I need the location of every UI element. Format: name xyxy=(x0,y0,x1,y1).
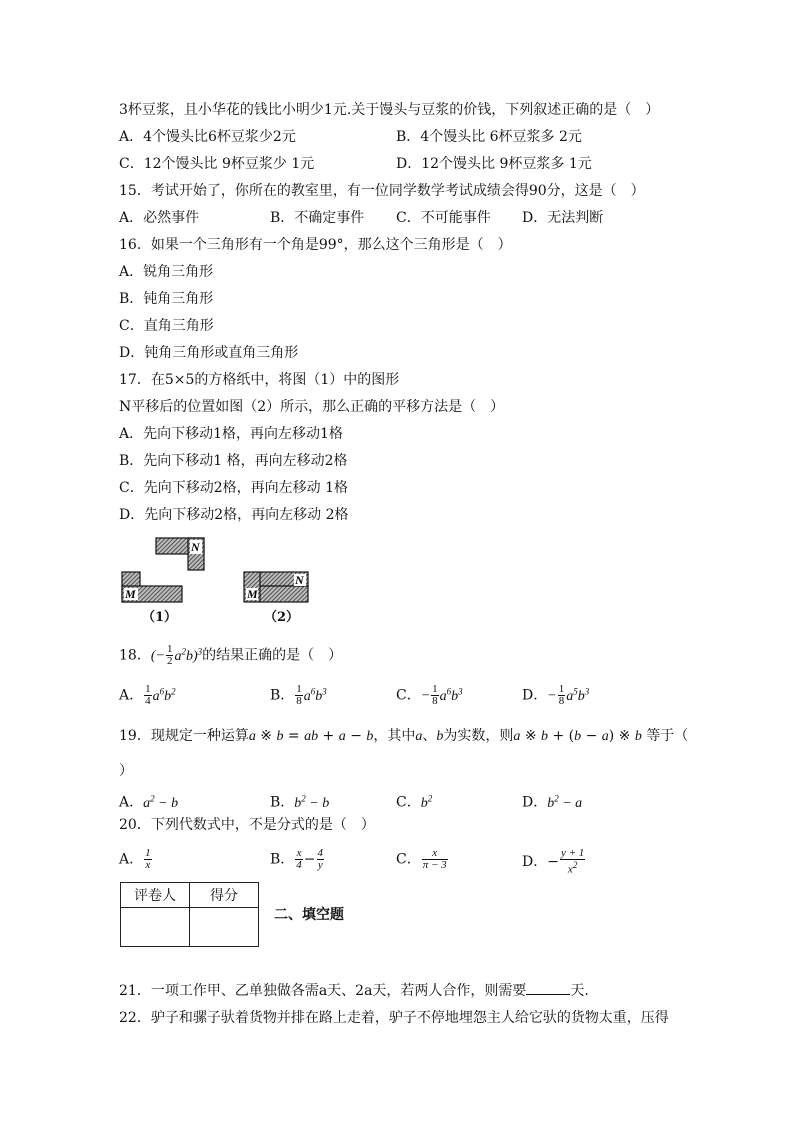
q22-question: 22．驴子和骡子驮着货物并排在路上走着，驴子不停地埋怨主人给它驮的货物太重，压得 xyxy=(119,1010,669,1026)
q17-question-line1: 17．在5×5的方格纸中，将图（1）中的图形 xyxy=(119,372,400,388)
q19-question: 19．现规定一种运算a ※ b = ab + a − b，其中a、b为实数，则a ※ b + (b − a) ※ b 等于（ xyxy=(119,728,689,744)
q16-option-d[interactable]: D．钝角三角形或直角三角形 xyxy=(119,345,299,361)
q21-suffix: 天. xyxy=(570,983,589,999)
q20-option-c-label: C． xyxy=(396,851,421,868)
q17-option-b[interactable]: B．先向下移动1 格，再向左移动2格 xyxy=(119,453,348,469)
q16-option-c[interactable]: C．直角三角形 xyxy=(119,318,214,334)
q15-option-c[interactable]: C．不可能事件 xyxy=(396,210,491,226)
q20-option-b-label: B． xyxy=(270,851,295,868)
q18-fraction: $\frac{1}{2}$ xyxy=(166,643,173,668)
q20-option-d[interactable]: D．− $\frac{y + 1}{x^2}$ xyxy=(522,847,585,876)
q18-option-b[interactable]: B． $\frac{1}{8}$ $a^6b^3$ xyxy=(270,683,327,708)
q19-option-d[interactable]: D．$b^2 - a$ xyxy=(522,793,583,811)
q20-option-a-label: A． xyxy=(119,851,144,868)
q17-option-d[interactable]: D．先向下移动2格，再向左移动 2格 xyxy=(119,507,349,523)
label-m-2: M xyxy=(247,587,258,601)
q21-question xyxy=(119,982,589,1000)
q14-option-c[interactable]: C．12个馒头比 9杯豆浆少 1元 xyxy=(119,156,315,172)
score-table-cell-grader[interactable] xyxy=(121,908,190,947)
q18-number: 18． xyxy=(119,647,151,664)
q17-option-a[interactable]: A．先向下移动1格，再向左移动1格 xyxy=(119,426,343,442)
q14-option-a[interactable]: A．4个馒头比6杯豆浆少2元 xyxy=(119,129,296,145)
q19-prefix: 19．现规定一种运算 xyxy=(119,728,249,744)
q15-option-d[interactable]: D．无法判断 xyxy=(522,210,604,226)
q17-option-c[interactable]: C．先向下移动2格，再向左移动 1格 xyxy=(119,480,348,496)
q21-prefix: 21．一项工作甲、乙单独做各需a天、2a天，若两人合作，则需要 xyxy=(119,983,527,999)
q15-option-a[interactable]: A．必然事件 xyxy=(119,210,200,226)
q14-option-b[interactable]: B．4个馒头比 6杯豆浆多 2元 xyxy=(396,129,582,145)
label-m: M xyxy=(125,587,136,601)
q19-close: ） xyxy=(119,763,133,779)
q18-option-a[interactable]: A． $\frac{1}{4}$ $a^6b^2$ xyxy=(119,683,176,708)
q18-option-a-label: A． xyxy=(119,687,144,704)
q20-option-b[interactable]: B． $\frac{x}{4}$ − $\frac{4}{y}$ xyxy=(270,847,324,871)
q21-answer-blank[interactable] xyxy=(526,982,570,995)
q16-option-a[interactable]: A．锐角三角形 xyxy=(119,264,214,280)
q17-question-line2: N平移后的位置如图（2）所示，那么正确的平移方法是（ ） xyxy=(119,399,505,415)
q18-question: 18．(− $\frac{1}{2}$ $a^2b)^3$的结果正确的是（ ） xyxy=(119,643,343,668)
q18-option-c-label: C． xyxy=(396,687,421,704)
q15-question: 15．考试开始了，你所在的教室里，有一位同学数学考试成绩会得90分，这是（ ） xyxy=(119,183,645,199)
caption-figure-1: （1） xyxy=(142,610,178,625)
q18-option-d[interactable]: D．− $\frac{1}{8}$ $a^5b^3$ xyxy=(522,683,590,708)
q19-mid: ，其中 xyxy=(373,728,416,744)
q16-question: 16．如果一个三角形有一个角是99°，那么这个三角形是（ ） xyxy=(119,237,512,253)
label-n: N xyxy=(191,540,200,554)
q20-question: 20．下列代数式中，不是分式的是（ ） xyxy=(119,817,375,833)
caption-figure-2: （2） xyxy=(264,610,300,625)
q19-option-a[interactable]: A．$a^2 - b$ xyxy=(119,793,179,811)
q14-continuation: 3杯豆浆，且小华花的钱比小明少1元.关于馒头与豆浆的价钱，下列叙述正确的是（ ） xyxy=(119,102,660,118)
score-table xyxy=(120,882,259,947)
q18-suffix: 的结果正确的是（ ） xyxy=(202,647,343,664)
q20-option-d-label: D． xyxy=(522,853,548,870)
q19-option-c-label: C． xyxy=(396,794,421,811)
q20-option-c[interactable]: C． $\frac{x}{\pi - 3}$ xyxy=(396,847,447,871)
q18-option-d-label: D． xyxy=(522,687,548,704)
q18-option-c[interactable]: C．− $\frac{1}{8}$ $a^6b^3$ xyxy=(396,683,463,708)
q18-option-b-label: B． xyxy=(270,687,295,704)
q19-option-b-label: B． xyxy=(270,794,295,811)
q19-option-c[interactable]: C．$b^2$ xyxy=(396,793,433,811)
q16-option-b[interactable]: B．钝角三角形 xyxy=(119,291,214,307)
score-table-header-grader: 评卷人 xyxy=(121,883,190,908)
score-table-cell-score[interactable] xyxy=(190,908,259,947)
q20-option-a[interactable]: A． $\frac{1}{x}$ xyxy=(119,847,151,871)
translation-figure xyxy=(118,534,318,606)
section-heading: 二、填空题 xyxy=(274,907,344,923)
q19-option-a-label: A． xyxy=(119,794,144,811)
q19-mid2: 为实数，则 xyxy=(443,728,514,744)
q15-option-b[interactable]: B．不确定事件 xyxy=(270,210,365,226)
q19-option-b[interactable]: B．$b^2 - b$ xyxy=(270,793,330,811)
label-n-2: N xyxy=(295,573,304,587)
score-table-header-score: 得分 xyxy=(190,883,259,908)
q19-suffix: 等于（ xyxy=(646,728,689,744)
q14-option-d[interactable]: D．12个馒头比 9杯豆浆多 1元 xyxy=(396,156,592,172)
q19-option-d-label: D． xyxy=(522,794,548,811)
